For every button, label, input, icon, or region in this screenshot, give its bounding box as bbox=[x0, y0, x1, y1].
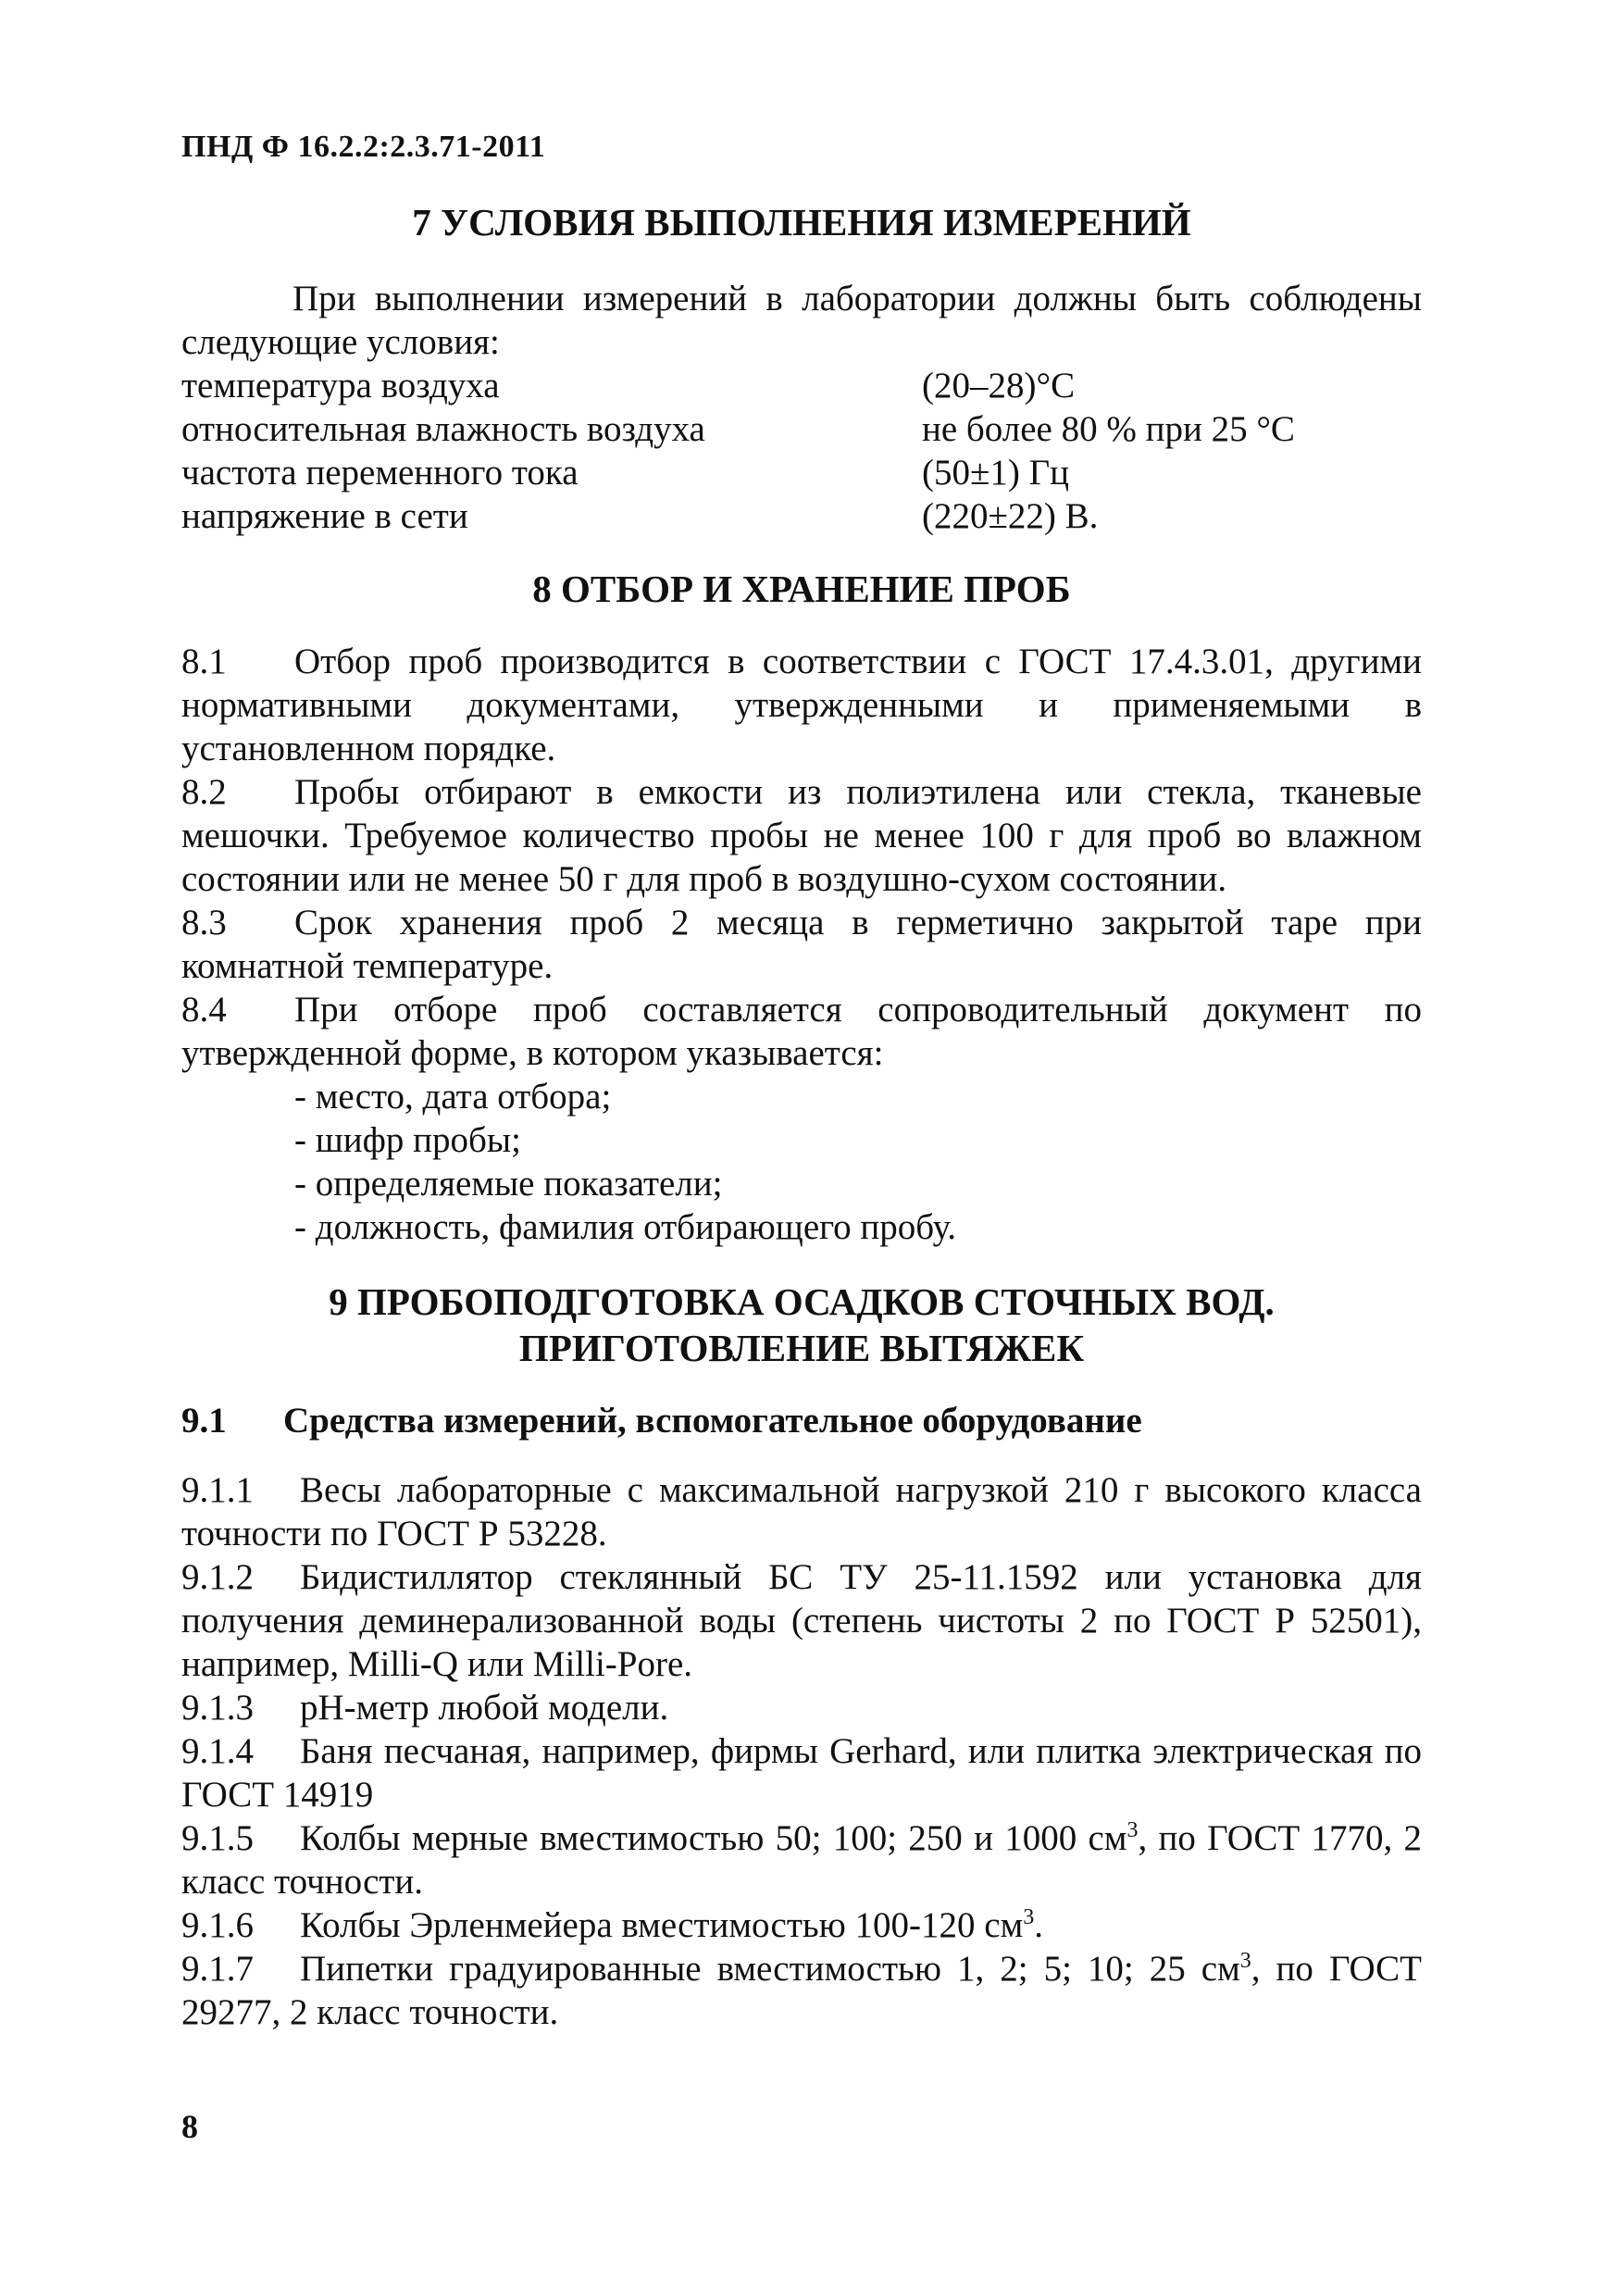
clause-text: Срок хранения проб 2 месяца в герметично закрытой таре при комнатной температуре. bbox=[181, 903, 1422, 986]
clause-number: 9.1.5 bbox=[181, 1818, 254, 1858]
clause-number: 8.1 bbox=[181, 642, 227, 681]
clause-9-1-2 bbox=[181, 1555, 1422, 1686]
condition-row bbox=[181, 364, 1422, 407]
clause-number: 9.1.4 bbox=[181, 1731, 254, 1771]
clause-number: 8.4 bbox=[181, 990, 227, 1029]
section-7-intro: При выполнении измерений в лаборатории должны быть соблюдены следующие условия: bbox=[181, 279, 1422, 362]
clause-9-1-6 bbox=[181, 1903, 1422, 1947]
conditions-list bbox=[181, 364, 1422, 538]
accompanying-doc-list bbox=[181, 1075, 1422, 1249]
page-number: 8 bbox=[181, 2108, 198, 2145]
clause-text: Баня песчаная, например, фирмы Gerhard, или плитка электрическая по ГОСТ 14919 bbox=[181, 1731, 1422, 1815]
clause-number: 8.2 bbox=[181, 772, 227, 812]
condition-value: (220±22) В. bbox=[922, 496, 1099, 536]
clause-text: Колбы Эрленмейера вместимостью 100-120 см bbox=[300, 1905, 1024, 1945]
section-9-heading bbox=[181, 1279, 1422, 1371]
clause-text: Пробы отбирают в емкости из полиэтилена или стекла, тканевые мешочки. Требуемое количество пробы не менее 100 г для проб во влажном состоянии или не менее 50 г для проб в воздушно-сухом состоянии. bbox=[181, 772, 1422, 899]
clause-number: 9.1.1 bbox=[181, 1470, 254, 1510]
clause-text-tail: , по ГОСТ 29277, 2 класс точности. bbox=[181, 1949, 1422, 2032]
clause-number: 9.1.7 bbox=[181, 1949, 254, 1989]
page-body bbox=[181, 199, 1422, 2034]
section-9-heading-line-2: ПРИГОТОВЛЕНИЕ ВЫТЯЖЕК bbox=[518, 1327, 1085, 1369]
clause-8-1 bbox=[181, 640, 1422, 770]
subsection-9-1-heading bbox=[181, 1399, 1422, 1442]
clause-9-1-3 bbox=[181, 1686, 1422, 1729]
subsection-number: 9.1 bbox=[181, 1401, 227, 1441]
clause-number: 9.1.6 bbox=[181, 1905, 254, 1945]
condition-label: частота переменного тока bbox=[181, 453, 579, 493]
condition-row bbox=[181, 407, 1422, 451]
list-item: - должность, фамилия отбирающего пробу. bbox=[294, 1207, 956, 1247]
clause-text: Весы лабораторные с максимальной нагрузкой 210 г высокого класса точности по ГОСТ Р 53228. bbox=[181, 1470, 1422, 1554]
subsection-title: Средства измерений, вспомогательное оборудование bbox=[283, 1401, 1142, 1441]
clause-text: Бидистиллятор стеклянный БС ТУ 25-11.1592 или установка для получения деминерализованной воды (степень чистоты 2 по ГОСТ Р 52501), например, Milli-Q или Milli-Pore. bbox=[181, 1557, 1422, 1684]
clause-text: Колбы мерные вместимостью 50; 100; 250 и 1000 см bbox=[300, 1818, 1127, 1858]
condition-label: температура воздуха bbox=[181, 366, 500, 406]
list-item: - определяемые показатели; bbox=[294, 1164, 723, 1204]
list-item: - место, дата отбора; bbox=[294, 1077, 612, 1117]
section-9-heading-line-1: 9 ПРОБОПОДГОТОВКА ОСАДКОВ СТОЧНЫХ ВОД. bbox=[329, 1280, 1275, 1323]
document-id: ПНД Ф 16.2.2:2.3.71-2011 bbox=[181, 130, 546, 164]
condition-label: относительная влажность воздуха bbox=[181, 409, 705, 449]
clause-text: рН-метр любой модели. bbox=[300, 1688, 669, 1728]
clause-text: При отборе проб составляется сопроводительный документ по утвержденной форме, в котором указывается: bbox=[181, 990, 1422, 1073]
clause-8-2 bbox=[181, 770, 1422, 901]
clause-9-1-7 bbox=[181, 1947, 1422, 2034]
clause-8-4 bbox=[181, 988, 1422, 1075]
condition-row bbox=[181, 494, 1422, 538]
section-7-heading: 7 УСЛОВИЯ ВЫПОЛНЕНИЯ ИЗМЕРЕНИЙ bbox=[412, 201, 1191, 243]
clause-9-1-5 bbox=[181, 1816, 1422, 1903]
clause-text: Отбор проб производится в соответствии с ГОСТ 17.4.3.01, другими нормативными документами, утвержденными и применяемыми в установленном порядке. bbox=[181, 642, 1422, 768]
clause-9-1-1 bbox=[181, 1468, 1422, 1555]
condition-label: напряжение в сети bbox=[181, 496, 468, 536]
list-item: - шифр пробы; bbox=[294, 1120, 521, 1160]
section-8-heading: 8 ОТБОР И ХРАНЕНИЕ ПРОБ bbox=[532, 568, 1071, 610]
condition-value: (20–28)°С bbox=[922, 366, 1076, 406]
clause-text-tail: . bbox=[1034, 1905, 1044, 1945]
condition-value: (50±1) Гц bbox=[922, 453, 1070, 493]
condition-value: не более 80 % при 25 °С bbox=[922, 409, 1295, 449]
clause-number: 9.1.3 bbox=[181, 1688, 254, 1728]
clause-text-tail: , по ГОСТ 1770, 2 класс точности. bbox=[181, 1818, 1422, 1902]
clause-9-1-4 bbox=[181, 1729, 1422, 1816]
condition-row bbox=[181, 451, 1422, 494]
clause-number: 8.3 bbox=[181, 903, 227, 942]
superscript: 3 bbox=[1239, 1949, 1251, 1973]
clause-8-3 bbox=[181, 901, 1422, 988]
clause-number: 9.1.2 bbox=[181, 1557, 254, 1597]
superscript: 3 bbox=[1023, 1905, 1035, 1929]
superscript: 3 bbox=[1126, 1818, 1139, 1842]
clause-text: Пипетки градуированные вместимостью 1, 2; 5; 10; 25 см bbox=[300, 1949, 1240, 1989]
